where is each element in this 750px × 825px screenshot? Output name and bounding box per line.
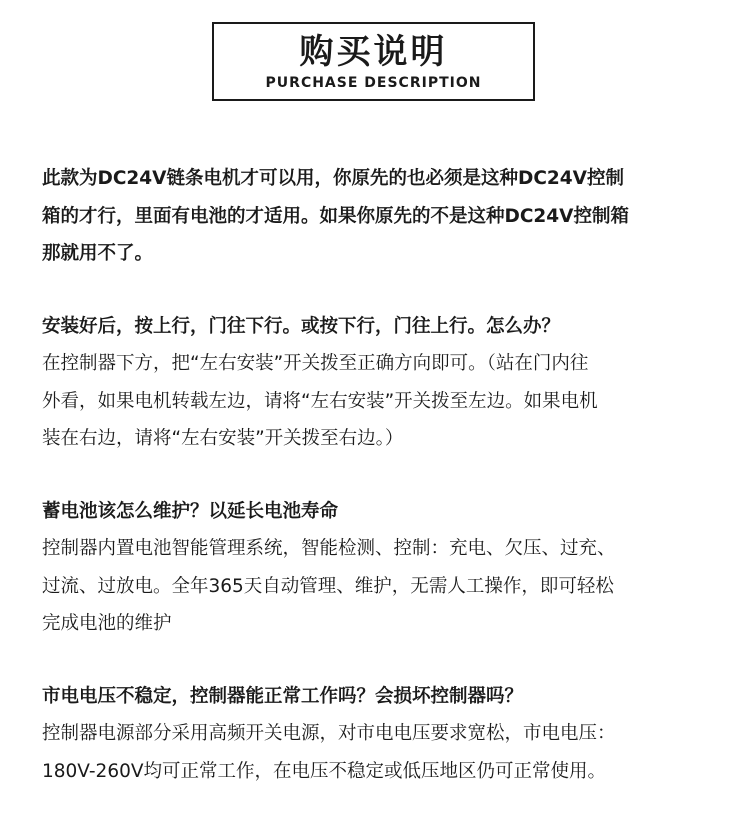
section-battery-faq (42, 493, 714, 643)
faq-question (42, 678, 714, 716)
page-title: 购买说明 (299, 32, 448, 72)
text-line: 过流、过放电。全年365天自动管理、维护，无需人工操作，即可轻松 (42, 575, 614, 597)
faq-answer (42, 715, 714, 790)
section-voltage-faq (42, 678, 714, 791)
faq-answer (42, 530, 714, 643)
text-line: 控制器内置电池智能管理系统，智能检测、控制：充电、欠压、过充、 (42, 538, 616, 559)
title-box (212, 22, 535, 101)
text-line: 180V-260V均可正常工作，在电压不稳定或低压地区仍可正常使用。 (42, 760, 607, 782)
text-line: 在控制器下方，把“左右安装”开关拨至正确方向即可。（站在门内往 (42, 353, 589, 374)
text-line: 控制器电源部分采用高频开关电源，对市电电压要求宽松，市电电压： (42, 723, 616, 744)
section-direction-faq (42, 308, 714, 458)
text-line: 蓄电池该怎么维护？以延长电池寿命 (42, 500, 339, 522)
faq-answer (42, 345, 714, 458)
page-subtitle: PURCHASE DESCRIPTION (265, 75, 482, 91)
text-line: 此款为DC24V链条电机才可以用，你原先的也必须是这种DC24V控制 (42, 168, 624, 189)
faq-question (42, 308, 714, 346)
section-compatibility (42, 160, 714, 273)
text-line: 外看，如果电机转载左边，请将“左右安装”开关拨至左边。如果电机 (42, 390, 598, 412)
section-compatibility-text (42, 160, 714, 273)
faq-question (42, 493, 714, 531)
description-content (42, 160, 714, 825)
text-line: 市电电压不稳定，控制器能正常工作吗？会损坏控制器吗？ (42, 685, 524, 707)
text-line: 安装好后，按上行，门往下行。或按下行，门往上行。怎么办？ (42, 315, 561, 337)
text-line: 完成电池的维护 (42, 613, 172, 634)
text-line: 那就用不了。 (42, 243, 154, 264)
text-line: 箱的才行，里面有电池的才适用。如果你原先的不是这种DC24V控制箱 (42, 205, 629, 227)
text-line: 装在右边，请将“左右安装”开关拨至右边。） (42, 428, 404, 449)
